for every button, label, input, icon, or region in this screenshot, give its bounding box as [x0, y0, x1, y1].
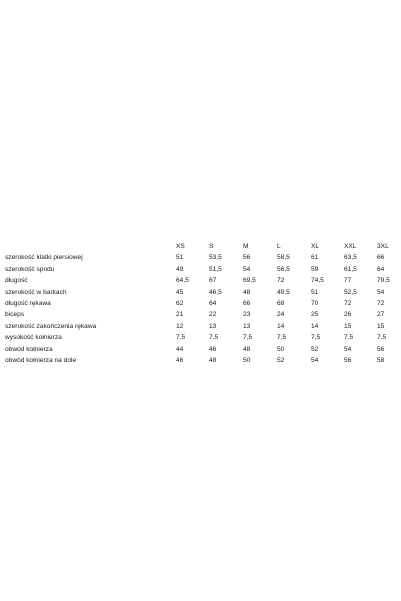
measurement-label: szerokość zakończenia rękawa	[5, 322, 97, 330]
measurement-value: 56	[344, 356, 352, 364]
measurement-value: 51,5	[209, 265, 222, 273]
measurement-value: 64	[377, 265, 385, 273]
measurement-label: obwód kołnierza na dole	[5, 356, 77, 364]
size-header-row	[5, 241, 397, 252]
table-row	[5, 321, 397, 332]
size-header-3xl: 3XL	[377, 243, 389, 250]
measurement-value: 7,5	[311, 334, 321, 342]
measurement-value: 48	[243, 288, 251, 296]
measurement-value: 72	[377, 299, 385, 307]
measurement-value: 12	[176, 322, 184, 330]
measurement-value: 59	[311, 265, 319, 273]
measurement-value: 51	[176, 254, 184, 262]
measurement-value: 7,5	[176, 334, 186, 342]
measurement-value: 54	[243, 265, 251, 273]
measurement-value: 15	[344, 322, 352, 330]
measurement-value: 63,5	[344, 254, 357, 262]
size-table-body	[5, 252, 397, 366]
size-header-xs: XS	[176, 243, 185, 250]
measurement-value: 52	[277, 356, 285, 364]
measurement-label: obwód kołnierza	[5, 345, 53, 353]
measurement-value: 56	[377, 345, 385, 353]
measurement-label: długość rękawa	[5, 299, 51, 307]
table-row	[5, 309, 397, 320]
measurement-value: 72	[344, 299, 352, 307]
size-header-l: L	[277, 243, 281, 250]
measurement-value: 7,5	[243, 334, 253, 342]
measurement-value: 52,5	[344, 288, 357, 296]
measurement-value: 14	[311, 322, 319, 330]
measurement-value: 45	[176, 288, 184, 296]
table-row	[5, 298, 397, 309]
measurement-value: 61	[311, 254, 319, 262]
measurement-value: 7,5	[344, 334, 354, 342]
measurement-value: 53,5	[209, 254, 222, 262]
measurement-value: 22	[209, 311, 217, 319]
measurement-label: wysokość kołnierza	[5, 334, 62, 342]
measurement-label: długość	[5, 277, 28, 285]
measurement-value: 25	[311, 311, 319, 319]
measurement-value: 61,5	[344, 265, 357, 273]
table-row	[5, 264, 397, 275]
table-row	[5, 332, 397, 343]
size-header-m: M	[243, 243, 249, 250]
measurement-value: 66	[377, 254, 385, 262]
measurement-label: biceps	[5, 311, 25, 319]
measurement-value: 14	[277, 322, 285, 330]
measurement-value: 79,5	[377, 277, 390, 285]
measurement-value: 54	[344, 345, 352, 353]
size-header-xxl: XXL	[344, 243, 357, 250]
measurement-value: 54	[311, 356, 319, 364]
measurement-value: 46	[176, 356, 184, 364]
measurement-value: 44	[176, 345, 184, 353]
measurement-value: 58	[377, 356, 385, 364]
measurement-value: 48	[209, 356, 217, 364]
measurement-label: szerokość klatki piersiowej	[5, 254, 83, 262]
measurement-value: 46	[209, 345, 217, 353]
table-row	[5, 252, 397, 263]
measurement-value: 13	[243, 322, 251, 330]
measurement-value: 7,5	[377, 334, 387, 342]
measurement-label: szerokość w barkach	[5, 288, 67, 296]
measurement-value: 56	[243, 254, 251, 262]
size-header-s: S	[209, 243, 214, 250]
measurement-value: 69,5	[243, 277, 256, 285]
table-row	[5, 275, 397, 286]
measurement-value: 54	[377, 288, 385, 296]
measurement-value: 64,5	[176, 277, 189, 285]
size-header-xl: XL	[311, 243, 320, 250]
measurement-label: szerokość spodu	[5, 265, 55, 273]
measurement-value: 68	[277, 299, 285, 307]
measurement-value: 15	[377, 322, 385, 330]
measurement-value: 27	[377, 311, 385, 319]
measurement-value: 64	[209, 299, 217, 307]
measurement-value: 66	[243, 299, 251, 307]
measurement-value: 7,5	[209, 334, 219, 342]
measurement-value: 7,5	[277, 334, 287, 342]
measurement-value: 51	[311, 288, 319, 296]
measurement-value: 72	[277, 277, 285, 285]
measurement-value: 62	[176, 299, 184, 307]
measurement-value: 23	[243, 311, 251, 319]
measurement-value: 67	[209, 277, 217, 285]
measurement-value: 70	[311, 299, 319, 307]
table-row	[5, 355, 397, 366]
measurement-value: 50	[277, 345, 285, 353]
table-row	[5, 344, 397, 355]
measurement-value: 13	[209, 322, 217, 330]
measurement-value: 50	[243, 356, 251, 364]
measurement-value: 58,5	[277, 254, 290, 262]
measurement-value: 77	[344, 277, 352, 285]
measurement-value: 48	[243, 345, 251, 353]
measurement-value: 49,5	[277, 288, 290, 296]
measurement-value: 74,5	[311, 277, 324, 285]
measurement-value: 24	[277, 311, 285, 319]
measurement-value: 21	[176, 311, 184, 319]
table-row	[5, 287, 397, 298]
measurement-value: 52	[311, 345, 319, 353]
size-chart-table	[5, 241, 397, 366]
measurement-value: 26	[344, 311, 352, 319]
measurement-value: 49	[176, 265, 184, 273]
measurement-value: 56,5	[277, 265, 290, 273]
measurement-value: 46,5	[209, 288, 222, 296]
